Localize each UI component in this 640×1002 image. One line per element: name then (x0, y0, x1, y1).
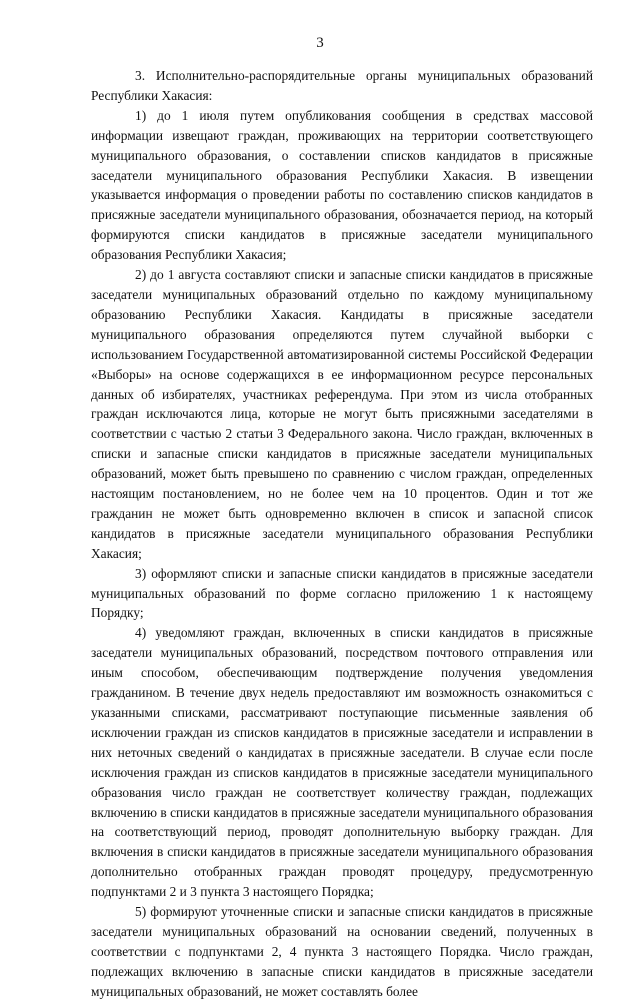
paragraph-item-2: 2) до 1 августа составляют списки и запасные списки кандидатов в присяжные заседатели муниципальных образований отдельно по каждому муниципальному образованию Республики Хакасия. Кандидаты в присяжные заседатели муниципального образования определяются путем случайной выборки с использованием Государственной автоматизированной системы Российской Федерации «Выборы» на основе содержащихся в ее информационном ресурсе персональных данных об избирателях, участниках референдума. При этом из числа отобранных граждан исключаются лица, которые не могут быть присяжными заседателями в соответствии с частью 2 статьи 3 Федерального закона. Число граждан, включенных в списки и запасные списки кандидатов в присяжные заседатели муниципальных образований, может быть превышено по сравнению с числом граждан, определенных настоящим постановлением, но не более чем на 10 процентов. Один и тот же гражданин не может быть одновременно включен в список и запасной список кандидатов в присяжные заседатели муниципального образования Республики Хакасия; (91, 267, 593, 561)
paragraph-item-1: 1) до 1 июля путем опубликования сообщения в средствах массовой информации извещают граждан, проживающих на территории соответствующего муниципального образования, о составлении списков кандидатов в присяжные заседатели муниципального образования Республики Хакасия. В извещении указывается информация о проведении работы по составлению списков кандидатов в присяжные заседатели муниципального образования, обозначается период, на который формируются списки кандидатов в присяжные заседатели муниципального образования Республики Хакасия; (91, 107, 593, 263)
page-number: 3 (316, 35, 324, 51)
document-body (91, 66, 593, 1002)
paragraph-intro: 3. Исполнительно-распорядительные органы муниципальных образований Республики Хакасия: (91, 68, 593, 103)
paragraph-item-5: 5) формируют уточненные списки и запасные списки кандидатов в присяжные заседатели муниципальных образований на основании сведений, полученных в соответствии с подпунктами 2, 4 пункта 3 настоящего Порядка. Число граждан, подлежащих включению в запасные списки кандидатов в присяжные заседатели муниципальных образований, не может составлять более (91, 904, 593, 999)
paragraph-item-4: 4) уведомляют граждан, включенных в списки кандидатов в присяжные заседатели муниципальных образований, посредством почтового отправления или иным способом, обеспечивающим подтверждение получения уведомления гражданином. В течение двух недель предоставляют им возможность ознакомиться с указанными списками, рассматривают поступающие письменные заявления об исключении граждан из списков кандидатов в присяжные заседатели и исправлении в них неточных сведений о кандидатах в присяжные заседатели. В случае если после исключения граждан из списков кандидатов в присяжные заседатели муниципального образования число граждан не соответствует количеству граждан, подлежащих включению в списки кандидатов в присяжные заседатели муниципального образования на соответствующий период, проводят дополнительную выборку граждан. Для включения в списки кандидатов в присяжные заседатели муниципального образования дополнительно отобранных граждан проводят процедуру, предусмотренную подпунктами 2 и 3 пункта 3 настоящего Порядка; (91, 625, 593, 900)
paragraph-item-3: 3) оформляют списки и запасные списки кандидатов в присяжные заседатели муниципальных образований по форме согласно приложению 1 к настоящему Порядку; (91, 565, 593, 621)
